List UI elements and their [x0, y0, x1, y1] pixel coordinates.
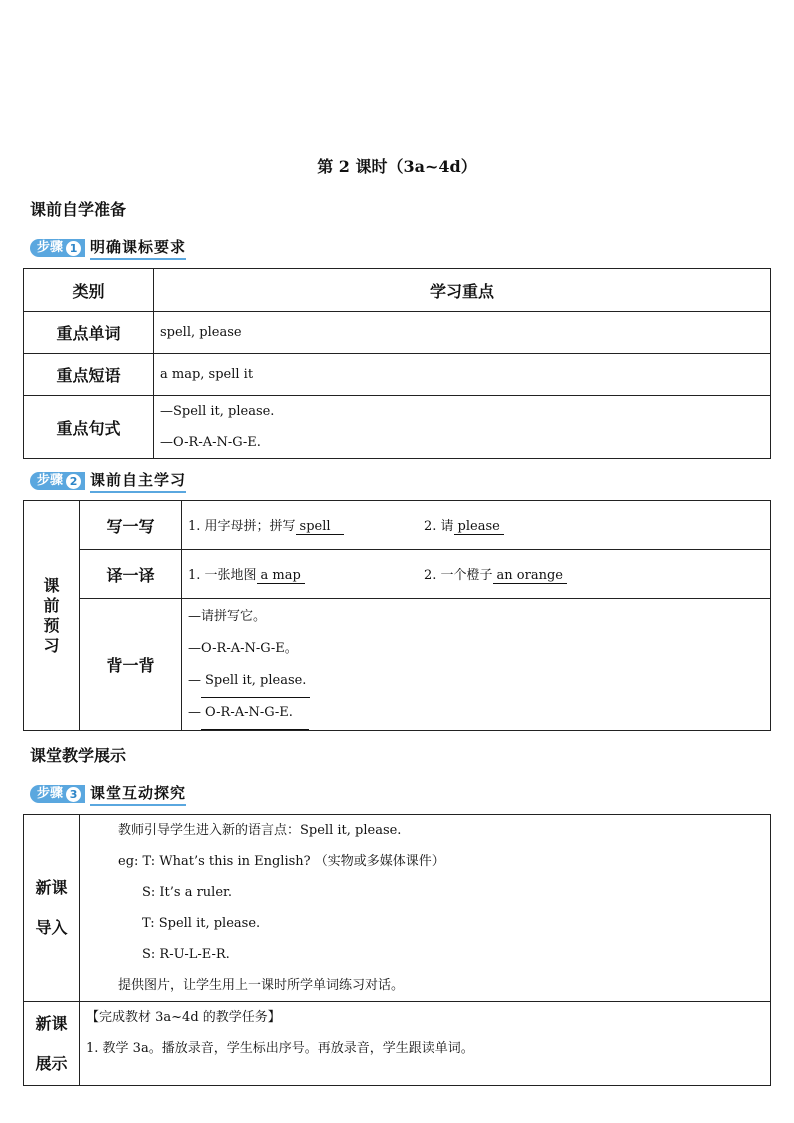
row-category: 重点短语 — [24, 354, 154, 396]
row-content — [182, 550, 771, 599]
step-1-banner — [30, 237, 186, 259]
header-focus: 学习重点 — [154, 269, 771, 312]
row-category: 重点单词 — [24, 312, 154, 354]
table-row — [24, 396, 771, 459]
step-badge: 步骤 2 — [30, 472, 85, 490]
row-category: 重点句式 — [24, 396, 154, 459]
table-row — [24, 815, 771, 1002]
row-label-present: 新课展示 — [24, 1002, 80, 1086]
self-study-table — [23, 500, 771, 731]
row-content: spell, please — [154, 312, 771, 354]
step-2-banner — [30, 470, 186, 492]
step-3-banner — [30, 783, 186, 805]
step-title: 明确课标要求 — [90, 236, 186, 260]
teaching-table — [23, 814, 771, 1086]
item-2: 2. 一个橙子 an orange — [424, 568, 567, 583]
table-row — [24, 312, 771, 354]
item-2: 2. 请 please — [424, 519, 504, 534]
step-badge: 步骤 1 — [30, 239, 85, 257]
page-title: 第 2 课时（3a~4d） — [317, 157, 477, 176]
step-title: 课前自主学习 — [90, 469, 186, 493]
answer-blank: O-R-A-N-G-E. — [201, 697, 309, 730]
step-title: 课堂互动探究 — [90, 782, 186, 806]
answer-blank: please — [454, 519, 504, 535]
table-row — [24, 599, 771, 731]
item-1: 1. 一张地图 a map — [188, 564, 424, 584]
row-label-intro: 新课导入 — [24, 815, 80, 1002]
section-heading-preview: 课前自学准备 — [30, 200, 127, 219]
answer-blank: spell — [296, 519, 344, 535]
table-row — [24, 501, 771, 550]
step-badge: 步骤 3 — [30, 785, 85, 803]
row-content: 【完成教材 3a~4d 的教学任务】 1. 教学 3a。播放录音，学生标出序号。再放录音，学生跟读单词。 — [80, 1002, 771, 1086]
answer-blank: an orange — [493, 568, 567, 584]
table-row — [24, 1002, 771, 1086]
row-content: 教师引导学生进入新的语言点：Spell it, please. eg: T: What’s this in English? （实物或多媒体课件） S: It’s a ruler. T: Spell it, please. S: R-U-L-E-R. 提供图片，让学生用上一课时所学单词练习对话。 — [80, 815, 771, 1002]
section-heading-classroom: 课堂教学展示 — [30, 746, 127, 765]
row-content: —Spell it, please. —O-R-A-N-G-E. — [154, 396, 771, 459]
row-label-translate: 译一译 — [80, 550, 182, 599]
row-label-write: 写一写 — [80, 501, 182, 550]
side-label-preview: 课前预习 — [24, 501, 80, 731]
requirements-table — [23, 268, 771, 459]
row-content: a map, spell it — [154, 354, 771, 396]
table-row — [24, 550, 771, 599]
answer-blank: a map — [257, 568, 305, 584]
item-1: 1. 用字母拼；拼写 spell — [188, 515, 424, 535]
row-content — [182, 501, 771, 550]
row-label-recite: 背一背 — [80, 599, 182, 731]
table-row — [24, 354, 771, 396]
answer-blank: Spell it, please. — [201, 665, 310, 698]
header-category: 类别 — [24, 269, 154, 312]
row-content: —请拼写它。 —O-R-A-N-G-E。 — Spell it, please. — O-R-A-N-G-E. — [182, 599, 771, 731]
